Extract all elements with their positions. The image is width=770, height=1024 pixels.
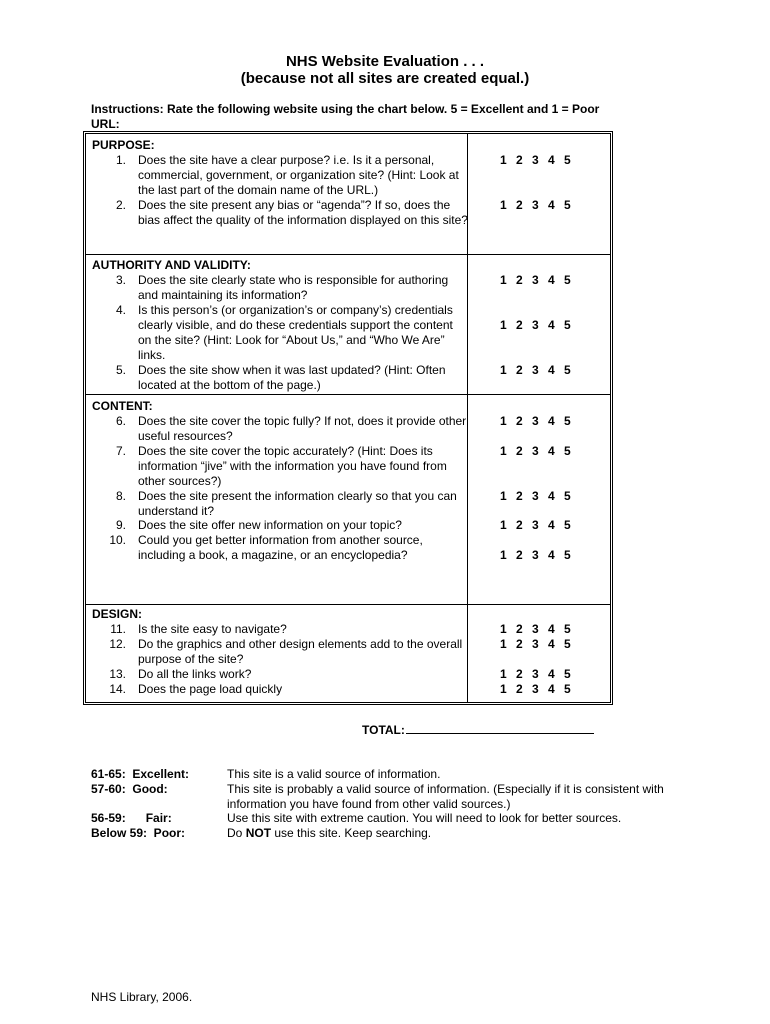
rating-q12[interactable]: 1 2 3 4 5 [500,637,571,651]
rating-q14[interactable]: 1 2 3 4 5 [500,682,571,696]
rating-q3[interactable]: 1 2 3 4 5 [500,273,571,287]
scale-label: 57-60: Good: [91,782,168,796]
rating-q5[interactable]: 1 2 3 4 5 [500,363,571,377]
page-title: NHS Website Evaluation . . . [285,53,485,70]
question-number: 14. [109,682,126,696]
rating-q13[interactable]: 1 2 3 4 5 [500,667,571,681]
question-text: Does the site clearly state who is responsible for authoring and maintaining its information? [138,273,449,302]
question-text: Could you get better information from another source, including a book, a magazine, or an encyclopedia? [138,533,423,562]
question-text: Does the site show when it was last updated? (Hint: Often located at the bottom of the page.) [138,363,446,392]
url-label: URL: [91,117,120,131]
question-text: Does the site present any bias or “agenda”? If so, does the bias affect the quality of the information displayed on this site? [138,198,468,227]
question-text: Does the site cover the topic accurately? (Hint: Does its information “jive” with the information you have found from other sources?) [138,444,447,488]
rating-q2[interactable]: 1 2 3 4 5 [500,198,571,212]
rating-q9[interactable]: 1 2 3 4 5 [500,518,571,532]
question-number: 12. [109,637,126,651]
question-text: Does the page load quickly [138,682,283,696]
question-text: Do the graphics and other design elements add to the overall purpose of the site? [138,637,463,666]
desc-emphasis: NOT [245,826,272,840]
question-number: 3. [115,273,126,287]
rating-q1[interactable]: 1 2 3 4 5 [500,153,571,167]
total-blank[interactable] [406,722,594,734]
evaluation-table [83,131,613,705]
section-heading-purpose: PURPOSE: [92,138,155,152]
scale-description [227,826,677,841]
rating-q6[interactable]: 1 2 3 4 5 [500,414,571,428]
scale-label: 56-59: Fair: [91,811,172,825]
rating-q4[interactable]: 1 2 3 4 5 [500,318,571,332]
footer-credit: NHS Library, 2006. [91,990,193,1004]
question-number: 2. [115,198,126,212]
desc-part: Do [227,826,246,840]
question-text: Is the site easy to navigate? [138,622,287,636]
page-subtitle: (because not all sites are created equal.) [240,70,530,87]
section-divider [86,394,610,395]
rating-q7[interactable]: 1 2 3 4 5 [500,444,571,458]
question-number: 11. [110,622,126,636]
question-number: 7. [115,444,126,458]
scale-description: This site is a valid source of information. [227,767,441,781]
question-number: 10. [109,533,126,547]
scale-description: This site is probably a valid source of information. (Especially if it is consistent with information you have found from other valid sources.) [227,782,664,811]
rating-q8[interactable]: 1 2 3 4 5 [500,489,571,503]
scale-label: Below 59: Poor: [91,826,186,840]
scale-description: Use this site with extreme caution. You will need to look for better sources. [227,811,622,825]
question-number: 4. [115,303,126,317]
question-number: 9. [115,518,126,532]
section-heading-design: DESIGN: [92,607,143,621]
section-divider [86,604,610,605]
question-number: 5. [115,363,126,377]
question-number: 6. [115,414,126,428]
question-text: Does the site present the information clearly so that you can understand it? [138,489,457,518]
scale-label: 61-65: Excellent: [91,767,190,781]
rating-q11[interactable]: 1 2 3 4 5 [500,622,571,636]
section-heading-authority: AUTHORITY AND VALIDITY: [92,258,251,272]
rating-q10[interactable]: 1 2 3 4 5 [500,548,571,562]
total-field[interactable] [362,722,594,737]
question-text: Does the site have a clear purpose? i.e. Is it a personal, commercial, government, or organization site? (Hint: Look at the last part of the domain name of the URL.) [138,153,459,197]
question-text: Is this person’s (or organization’s or company’s) credentials clearly visible, and do these credentials support the content on the site? (Hint: Look for “About Us,” and “Who We Are” links. [138,303,453,362]
instructions: Instructions: Rate the following website using the chart below. 5 = Excellent and 1 = Poor [91,102,600,116]
question-number: 1. [115,153,126,167]
desc-part: use this site. Keep searching. [271,826,432,840]
question-number: 13. [109,667,126,681]
question-text: Do all the links work? [138,667,252,681]
total-label: TOTAL: [362,723,405,737]
question-text: Does the site cover the topic fully? If not, does it provide other useful resources? [138,414,467,443]
section-heading-content: CONTENT: [92,399,153,413]
section-divider [86,254,610,255]
question-number: 8. [115,489,126,503]
question-text: Does the site offer new information on your topic? [138,518,402,532]
